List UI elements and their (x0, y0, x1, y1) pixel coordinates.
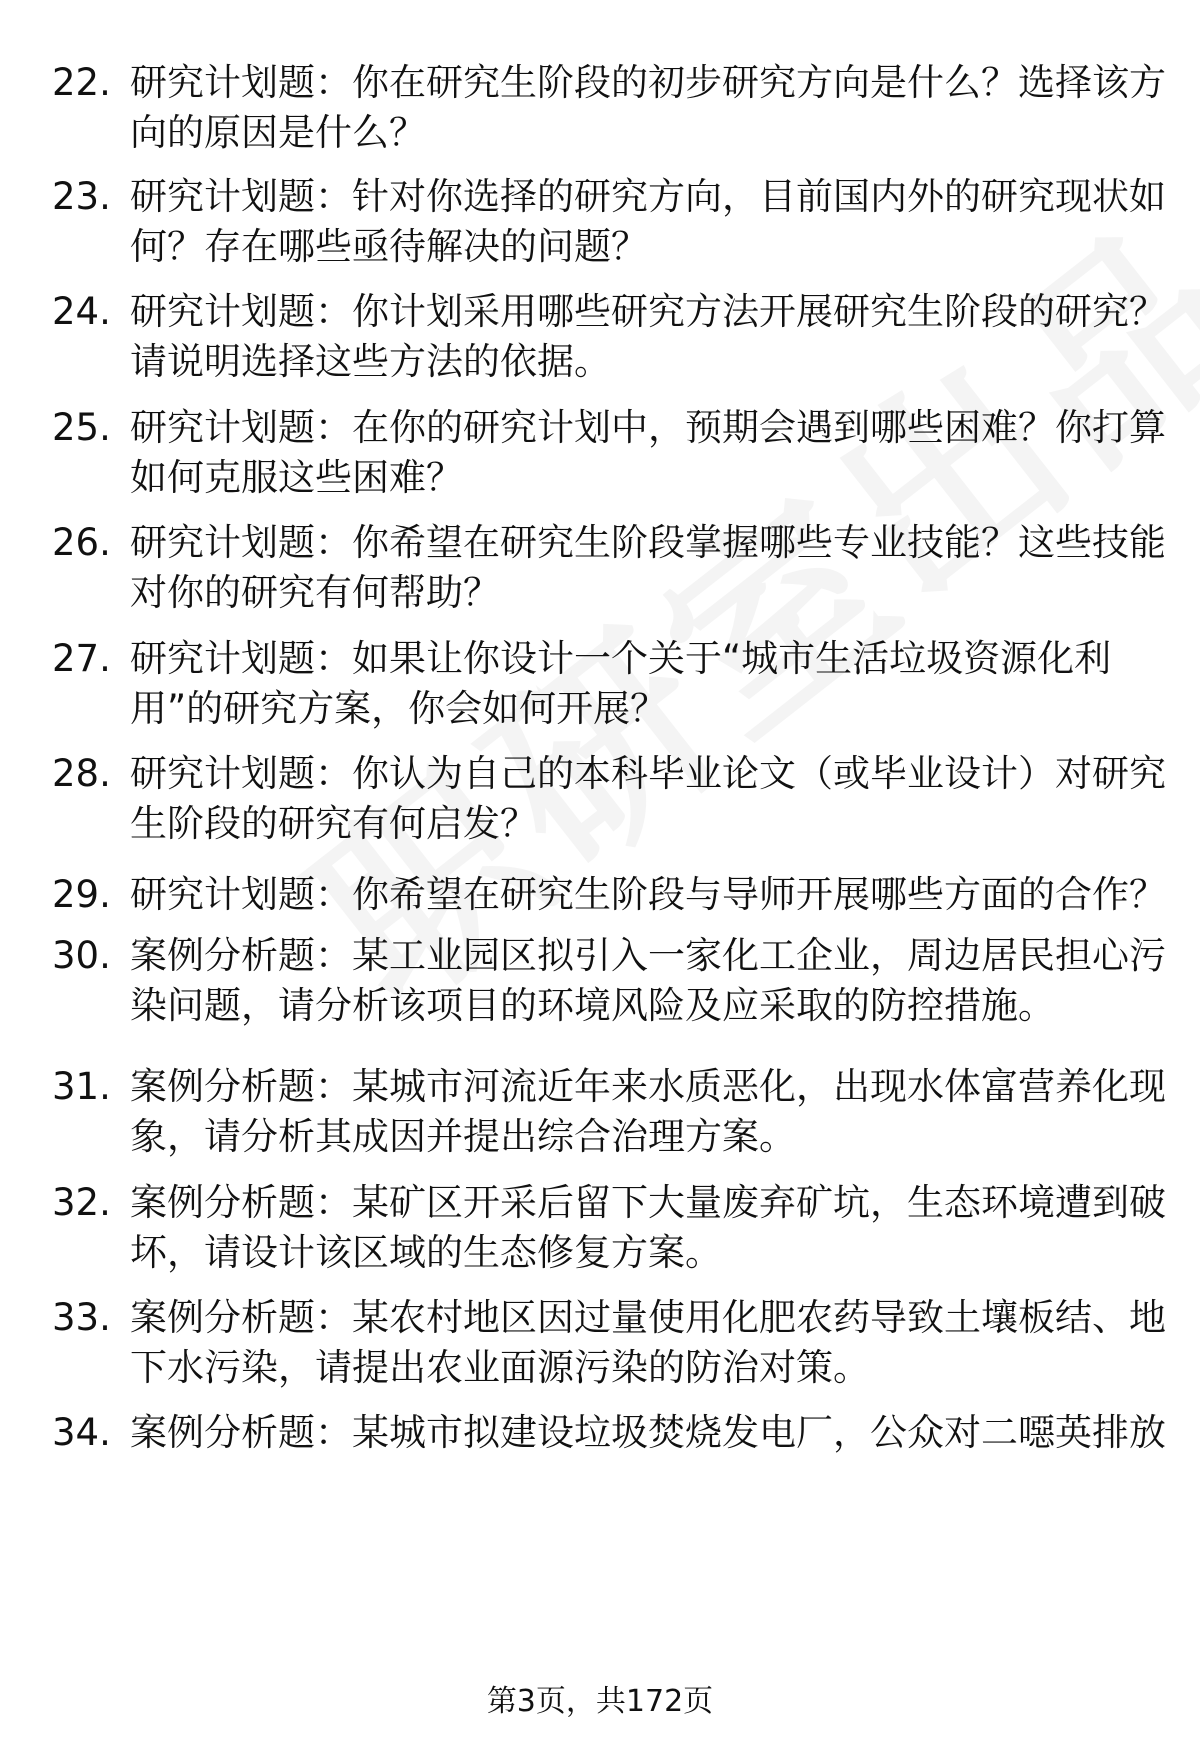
question-number: 28. (52, 752, 111, 795)
question-number: 31. (52, 1065, 111, 1108)
page-number-label: 第3页，共172页 (486, 1684, 714, 1719)
question-number: 29. (52, 873, 111, 916)
question-text: 案例分析题：某城市河流近年来水质恶化，出现水体富营养化现象，请分析其成因并提出综合治理方案。 (130, 1065, 1166, 1158)
question-text: 案例分析题：某农村地区因过量使用化肥农药导致土壤板结、地下水污染，请提出农业面源污染的防治对策。 (130, 1296, 1166, 1389)
question-text: 研究计划题：你希望在研究生阶段掌握哪些专业技能？这些技能对你的研究有何帮助？ (130, 521, 1166, 614)
question-number: 24. (52, 290, 111, 333)
question-text: 案例分析题：某城市拟建设垃圾焚烧发电厂，公众对二噁英排放 (130, 1411, 1166, 1454)
question-text: 研究计划题：你在研究生阶段的初步研究方向是什么？选择该方向的原因是什么？ (130, 61, 1166, 154)
question-text: 研究计划题：针对你选择的研究方向，目前国内外的研究现状如何？存在哪些亟待解决的问题？ (130, 175, 1166, 268)
question-number: 33. (52, 1296, 111, 1339)
question-text: 案例分析题：某矿区开采后留下大量废弃矿坑，生态环境遭到破坏，请设计该区域的生态修复方案。 (130, 1181, 1166, 1274)
question-text: 案例分析题：某工业园区拟引入一家化工企业，周边居民担心污染问题，请分析该项目的环境风险及应采取的防控措施。 (130, 934, 1166, 1027)
question-number: 30. (52, 934, 111, 977)
question-text: 研究计划题：你计划采用哪些研究方法开展研究生阶段的研究？请说明选择这些方法的依据。 (130, 290, 1166, 383)
question-number: 25. (52, 406, 111, 449)
question-text: 研究计划题：你认为自己的本科毕业论文（或毕业设计）对研究生阶段的研究有何启发？ (130, 752, 1166, 845)
question-text: 研究计划题：在你的研究计划中，预期会遇到哪些困难？你打算如何克服这些困难？ (130, 406, 1166, 499)
question-number: 27. (52, 637, 111, 680)
page-footer (0, 1682, 1200, 1722)
question-number: 26. (52, 521, 111, 564)
question-number: 23. (52, 175, 111, 218)
question-number: 32. (52, 1181, 111, 1224)
question-number: 22. (52, 61, 111, 104)
question-text: 研究计划题：如果让你设计一个关于“城市生活垃圾资源化利用”的研究方案，你会如何开展？ (130, 637, 1112, 730)
question-number: 34. (52, 1411, 111, 1454)
question-text: 研究计划题：你希望在研究生阶段与导师开展哪些方面的合作？ (130, 873, 1166, 916)
